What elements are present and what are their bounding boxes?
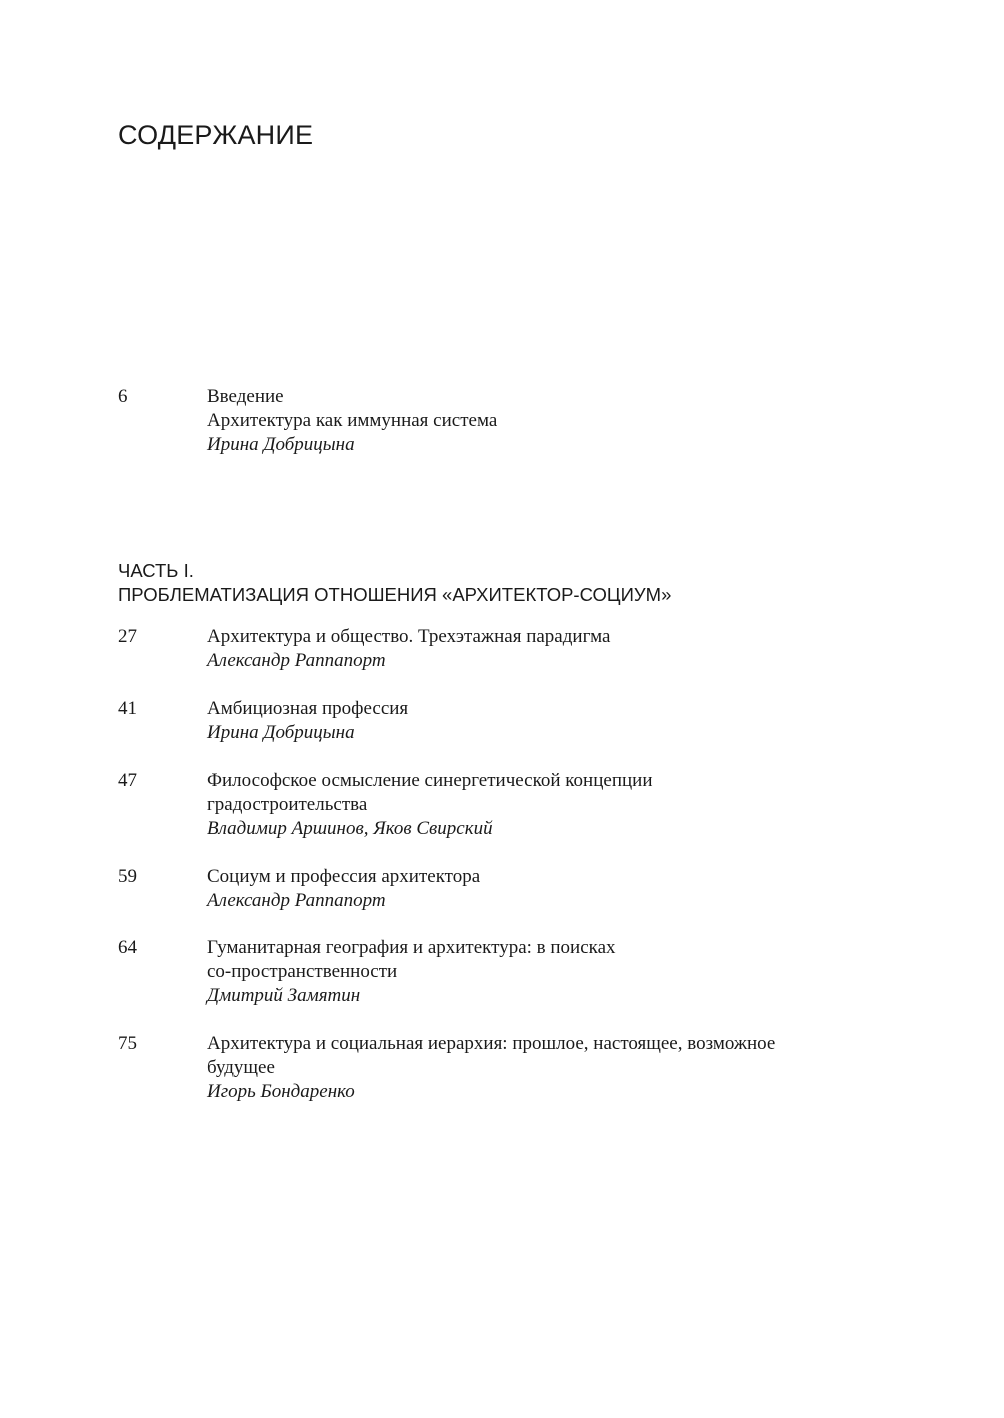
entry-title-line: со-пространственности	[207, 961, 398, 982]
entry-body	[207, 769, 897, 841]
entry-body	[207, 936, 897, 1008]
entry-title-line: Введение	[207, 386, 284, 407]
entry-title-line: Гуманитарная география и архитектура: в поисках	[207, 937, 616, 958]
page-title: СОДЕРЖАНИЕ	[118, 120, 314, 150]
entry-author: Игорь Бондаренко	[207, 1081, 355, 1102]
entry-title-line: градостроительства	[207, 794, 368, 815]
entry-title-line: Социум и профессия архитектора	[207, 866, 481, 887]
entry-author: Александр Раппапорт	[207, 890, 386, 911]
page-number: 64	[118, 937, 137, 958]
entry-title-line: Амбициозная профессия	[207, 698, 409, 719]
entry-author: Дмитрий Замятин	[207, 985, 361, 1006]
entry-author: Александр Раппапорт	[207, 650, 386, 671]
entry-author: Ирина Добрицына	[207, 722, 355, 743]
entry-title-line: Философское осмысление синергетической концепции	[207, 770, 653, 791]
entry-title-line: Архитектура и общество. Трехэтажная парадигма	[207, 626, 611, 647]
entry-author: Ирина Добрицына	[207, 434, 355, 455]
page-number: 41	[118, 698, 137, 719]
page-number: 27	[118, 626, 137, 647]
part-title: ПРОБЛЕМАТИЗАЦИЯ ОТНОШЕНИЯ «АРХИТЕКТОР-СОЦИУМ»	[118, 584, 672, 605]
entry-body	[207, 865, 897, 913]
entry-body	[207, 697, 897, 745]
entry-body	[207, 1032, 897, 1104]
entry-body	[207, 385, 897, 457]
entry-body	[207, 625, 897, 673]
page-number: 6	[118, 386, 128, 407]
entry-author: Владимир Аршинов, Яков Свирский	[207, 818, 493, 839]
entry-title-line: Архитектура и социальная иерархия: прошлое, настоящее, возможное	[207, 1033, 776, 1054]
part-label: ЧАСТЬ I.	[118, 560, 194, 581]
page-number: 47	[118, 770, 137, 791]
entry-title-line: Архитектура как иммунная система	[207, 410, 498, 431]
page-number: 59	[118, 866, 137, 887]
part-heading	[118, 559, 671, 607]
entry-title-line: будущее	[207, 1057, 275, 1078]
page-number: 75	[118, 1033, 137, 1054]
